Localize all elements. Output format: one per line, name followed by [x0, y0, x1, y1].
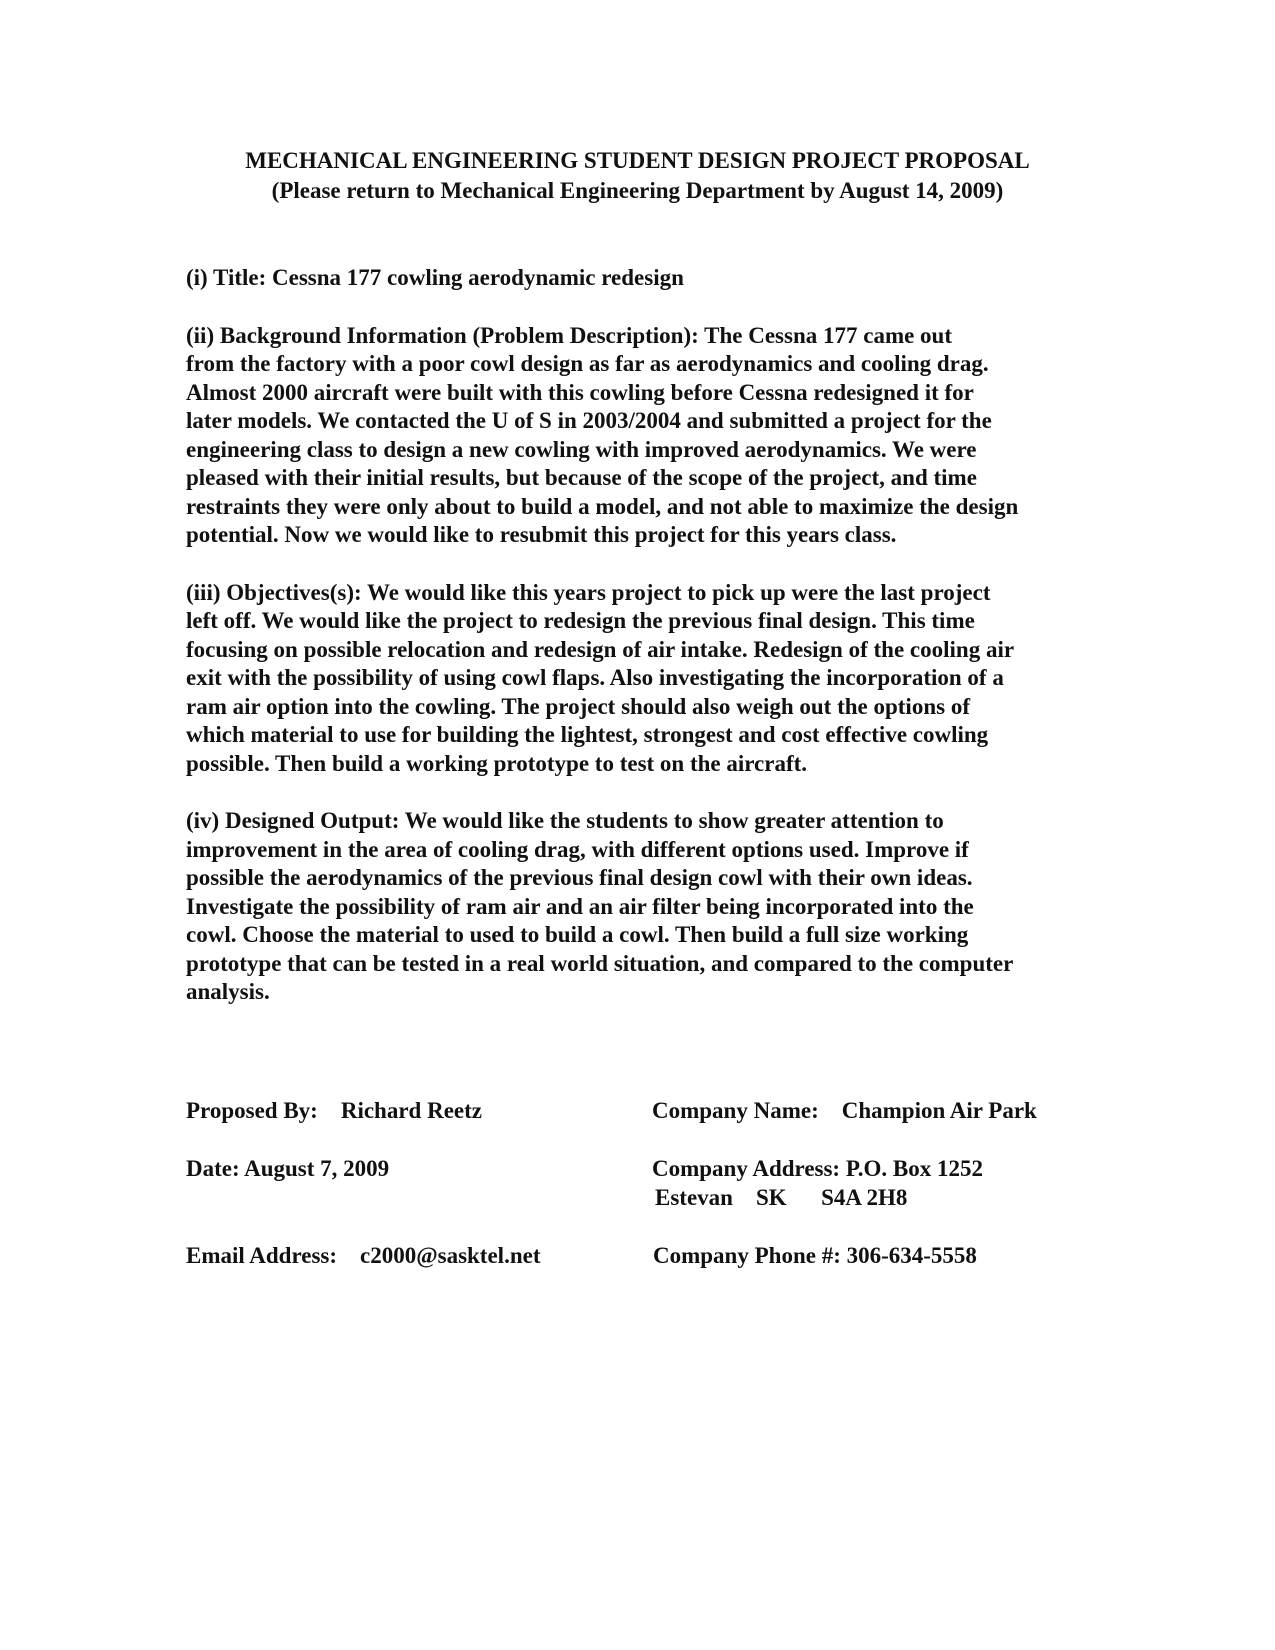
section-background: (ii) Background Information (Problem Description): The Cessna 177 came out from the factory with a poor cowl design as far as aerodynamics and cooling drag. Almost 2000 aircraft were built with this cowling before Cessna redesigned it for later models. We contacted the U of S in 2003/2004 and submitted a project for the engineering class to design a new cowling with improved aerodynamics. We were pleased with their initial results, but because of the scope of the project, and time restraints they were only about to build a model, and not able to maximize the design potential. Now we would like to resubmit this project for this years class.: [186, 322, 1019, 547]
email-address: Email Address: c2000@sasktel.net: [186, 1243, 541, 1268]
section-designed-output: (iv) Designed Output: We would like the students to show greater attention to improvement in the area of cooling drag, with different options used. Improve if possible the aerodynamics of the previous final design cowl with their own ideas. Investigate the possibility of ram air and an air filter being incorporated into the cowl. Choose the material to used to build a cowl. Then build a full size working prototype that can be tested in a real world situation, and compared to the computer analysis.: [186, 808, 1014, 1004]
section-title: (i) Title: Cessna 177 cowling aerodynamic redesign: [186, 265, 684, 290]
company-address-city: Estevan SK S4A 2H8: [655, 1185, 908, 1210]
contact-row: [186, 1241, 1096, 1299]
section-objectives: (iii) Objectives(s): We would like this years project to pick up were the last project left off. We would like the project to redesign the previous final design. This time focusing on possible relocation and redesign of air intake. Redesign of the cooling air exit with the possibility of using cowl flaps. Also investigating the incorporation of a ram air option into the cowling. The project should also weigh out the options of which material to use for building the lightest, strongest and cost effective cowling possible. Then build a working prototype to test on the aircraft.: [186, 579, 1015, 776]
proposed-by: Proposed By: Richard Reetz: [186, 1098, 482, 1123]
proposer-row: [186, 1096, 1096, 1154]
proposer-details: [186, 1096, 1096, 1299]
document-title: MECHANICAL ENGINEERING STUDENT DESIGN PROJECT PROPOSAL: [245, 148, 1030, 173]
document-header: [0, 146, 1275, 206]
return-instructions: (Please return to Mechanical Engineering Department by August 14, 2009): [271, 178, 1004, 203]
company-address: Company Address: P.O. Box 1252: [652, 1156, 984, 1181]
proposal-date: Date: August 7, 2009: [186, 1156, 390, 1181]
company-phone: Company Phone #: 306-634-5558: [653, 1243, 977, 1268]
date-address-row: [186, 1154, 1096, 1241]
company-name: Company Name: Champion Air Park: [652, 1098, 1037, 1123]
proposal-body: [186, 264, 1096, 1036]
